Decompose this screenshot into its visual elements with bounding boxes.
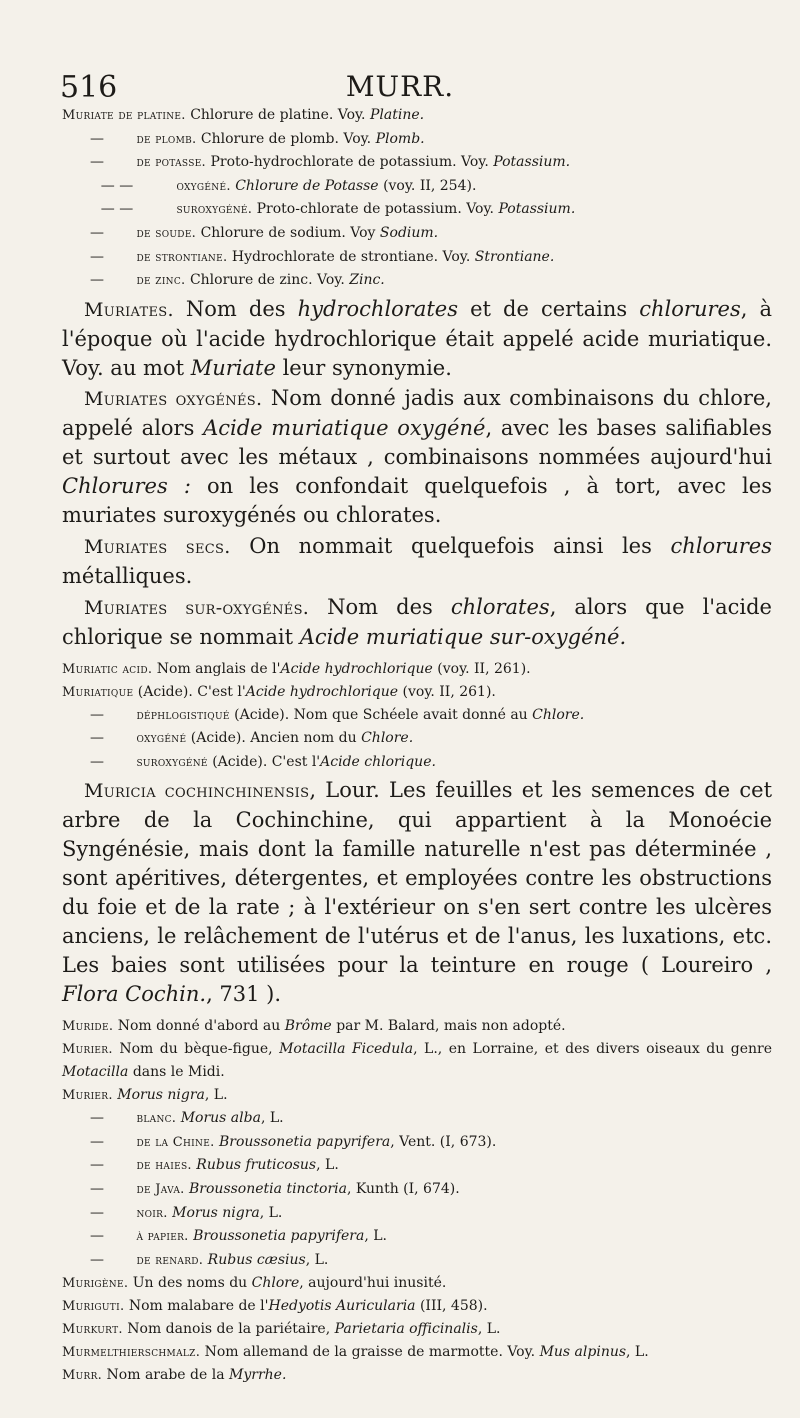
headword: Muriate de platine. bbox=[62, 108, 186, 123]
species-name: Rubus fruticosus bbox=[196, 1157, 317, 1174]
italic-term: Chlore bbox=[251, 1275, 300, 1292]
species-name: Broussonetia papyrifera bbox=[193, 1228, 365, 1245]
ditto-dash: — bbox=[90, 753, 104, 770]
italic-term: Hedyotis Auricularia bbox=[268, 1298, 416, 1315]
entry-muriate-de-potasse-oxygene bbox=[62, 175, 772, 199]
entry-muriatique-suroxygene bbox=[62, 751, 772, 775]
entry-muriguti bbox=[62, 1295, 772, 1318]
italic-term: Acide hydrochlorique bbox=[245, 683, 399, 700]
definition: Chlorure de platine. Voy. bbox=[190, 107, 366, 123]
definition: Chlorure de plomb. Voy. bbox=[200, 130, 372, 147]
definition: (Acide). C'est l' bbox=[212, 753, 321, 770]
headword: déphlogistiqué bbox=[136, 707, 230, 723]
definition-text: métalliques. bbox=[62, 563, 193, 588]
entry-murier-de-haies bbox=[62, 1154, 772, 1178]
entry-muriatic-acid bbox=[62, 658, 772, 681]
italic-term: Motacilla bbox=[62, 1063, 129, 1080]
running-head: MURR. bbox=[345, 70, 455, 103]
entry-muriate-de-potasse-suroxygene bbox=[62, 198, 772, 222]
species-name: Broussonetia tinctoria bbox=[189, 1181, 347, 1198]
definition-text: , aujourd'hui inusité. bbox=[299, 1275, 447, 1292]
ditto-dash: — bbox=[90, 224, 104, 241]
ditto-dash: — bbox=[90, 154, 104, 171]
cross-reference: Potassium. bbox=[493, 154, 571, 171]
entry-muriate-de-strontiane bbox=[62, 246, 772, 270]
entry-murmelthierschmalz bbox=[62, 1341, 772, 1364]
authority: , L. bbox=[260, 1110, 284, 1127]
ditto-dash: — bbox=[90, 1251, 104, 1268]
headword: Muride. bbox=[62, 1018, 114, 1034]
species-name: Broussonetia papyrifera bbox=[218, 1133, 391, 1150]
definition-text: , L. bbox=[626, 1344, 649, 1361]
definition: Chlorure de sodium. Voy bbox=[200, 224, 376, 241]
entry-muricia-cochinchinensis bbox=[62, 776, 772, 1008]
headword: Muriates secs. bbox=[84, 536, 231, 558]
authority: , Vent. (I, 673). bbox=[390, 1133, 497, 1150]
italic-term: Myrrhe. bbox=[229, 1367, 287, 1384]
italic-term: Acide muriatique oxygéné bbox=[203, 416, 486, 441]
entry-muride bbox=[62, 1015, 772, 1038]
headword: suroxygéné. bbox=[176, 202, 253, 218]
ditto-dash: — bbox=[90, 272, 104, 289]
ditto-dash: — bbox=[90, 248, 104, 265]
definition-text: Nom allemand de la graisse de marmotte. Voy. bbox=[204, 1344, 536, 1361]
entry-muriatique-dephlogistique bbox=[62, 704, 772, 728]
definition-text: Nom danois de la pariétaire, bbox=[127, 1321, 331, 1338]
ditto-dash: — bbox=[90, 730, 104, 747]
entry-murier-bird bbox=[62, 1038, 772, 1084]
entry-murier-blanc bbox=[62, 1107, 772, 1131]
definition: (voy. II, 254). bbox=[383, 177, 477, 194]
cross-reference: Platine. bbox=[369, 107, 425, 123]
italic-term: Acide hydrochlorique bbox=[280, 660, 433, 677]
definition: Chlorure de zinc. Voy. bbox=[189, 272, 345, 289]
species-name: Morus nigra bbox=[172, 1204, 260, 1221]
species-name: Morus alba bbox=[180, 1110, 261, 1127]
headword: de la Chine. bbox=[136, 1134, 215, 1150]
definition-text: (Acide). C'est l' bbox=[137, 683, 246, 700]
entry-murier-de-java bbox=[62, 1178, 772, 1202]
italic-term: hydrochlorates bbox=[297, 296, 459, 321]
definition-text: Nom arabe de la bbox=[106, 1367, 225, 1384]
ditto-dash: — bbox=[90, 1110, 104, 1127]
definition-text: (voy. II, 261). bbox=[402, 683, 496, 700]
headword: noir. bbox=[136, 1205, 168, 1221]
entry-muriate-de-platine bbox=[62, 104, 772, 128]
entry-muriatique-oxygene bbox=[62, 727, 772, 751]
headword: de renard. bbox=[136, 1252, 204, 1268]
headword: oxygéné bbox=[136, 731, 187, 747]
italic-term: Flora Cochin. bbox=[62, 981, 207, 1006]
ditto-dash: — bbox=[90, 1228, 104, 1245]
definition-text: Nom des bbox=[185, 296, 286, 321]
authority: , L. bbox=[204, 1086, 228, 1103]
ditto-dash: — bbox=[90, 1181, 104, 1198]
entry-muriate-de-zinc bbox=[62, 269, 772, 293]
entry-murier-noir bbox=[62, 1202, 772, 1226]
cross-reference: Strontiane. bbox=[474, 248, 555, 265]
cross-reference: Plomb. bbox=[375, 130, 425, 147]
headword: de Java. bbox=[136, 1182, 185, 1198]
definition-text: , L. bbox=[477, 1321, 501, 1338]
italic-term: Acide muriatique sur-oxygéné. bbox=[299, 624, 627, 649]
entry-muriates-secs bbox=[62, 532, 772, 591]
definition-text: , L., en Lorraine, et des divers oiseaux du genre bbox=[413, 1040, 772, 1057]
species-name: Rubus cæsius bbox=[207, 1251, 306, 1268]
definition-text: On nommait quelquefois ainsi les bbox=[249, 534, 652, 558]
page-number: 516 bbox=[60, 70, 118, 105]
italic-term: Chlorures : bbox=[62, 474, 191, 499]
definition-text: et de certains bbox=[470, 296, 628, 321]
ditto-dash: — bbox=[90, 1204, 104, 1221]
definition-text: Nom du bèque-figue, bbox=[119, 1040, 273, 1057]
entry-murier-de-la-chine bbox=[62, 1131, 772, 1155]
entry-muriate-de-soude bbox=[62, 222, 772, 246]
headword: Murier. bbox=[62, 1041, 113, 1057]
entry-murkurt bbox=[62, 1318, 772, 1341]
definition-text: Nom anglais de l' bbox=[156, 660, 281, 677]
italic-term: chlorures bbox=[639, 296, 741, 321]
headword: Muriguti. bbox=[62, 1299, 125, 1315]
italic-term: Motacilla Ficedula bbox=[279, 1040, 414, 1057]
definition-text: dans le Midi. bbox=[132, 1063, 225, 1080]
definition-text: (voy. II, 261). bbox=[437, 660, 531, 677]
headword: à papier. bbox=[136, 1229, 189, 1245]
definition-text: , à l'époque où l'acide hydrochlorique était appelé acide muriatique. Voy. au mot bbox=[62, 296, 772, 380]
definition-text: , avec les bases salifiables et surtout avec les métaux , combinaisons nommées aujourd'hui bbox=[62, 416, 772, 470]
entry-murigene bbox=[62, 1272, 772, 1295]
definition-text: , alors que l'acide chlorique se nommait bbox=[62, 594, 772, 649]
definition-text: Nom des bbox=[327, 594, 433, 619]
entry-murr bbox=[62, 1364, 772, 1387]
ditto-dash: — bbox=[90, 706, 104, 723]
italic-term: Mus alpinus bbox=[539, 1344, 627, 1361]
entry-muriates bbox=[62, 295, 772, 383]
synonym: Chlorure de Potasse bbox=[235, 177, 379, 194]
italic-term: Parietaria officinalis bbox=[334, 1321, 478, 1338]
authority: , L. bbox=[316, 1157, 339, 1174]
italic-term: chlorures bbox=[670, 534, 772, 558]
headword: de strontiane. bbox=[136, 249, 228, 265]
headword: Muricia cochinchinensis bbox=[84, 780, 310, 803]
headword: Muriates sur-oxygénés. bbox=[84, 596, 310, 619]
entry-muriate-de-potasse bbox=[62, 151, 772, 175]
ditto-dash: — — bbox=[100, 201, 134, 218]
headword: suroxygéné bbox=[136, 754, 208, 770]
authority: , Kunth (I, 674). bbox=[346, 1181, 460, 1198]
ditto-dash: — bbox=[90, 1133, 104, 1150]
authority: , L. bbox=[259, 1204, 283, 1221]
ditto-dash: — bbox=[90, 1157, 104, 1174]
ditto-dash: — — bbox=[100, 177, 134, 194]
italic-term: Brôme bbox=[284, 1017, 332, 1034]
headword: blanc. bbox=[136, 1111, 177, 1127]
page-content bbox=[62, 104, 772, 1387]
cross-reference: Potassium. bbox=[498, 201, 576, 218]
entry-murier-de-renard bbox=[62, 1249, 772, 1273]
headword: oxygéné. bbox=[176, 178, 231, 194]
headword: de plomb. bbox=[136, 131, 197, 147]
definition-text: on les confondait quelquefois , à tort, avec les muriates suroxygénés ou chlorates. bbox=[62, 474, 772, 528]
definition: (Acide). Nom que Schéele avait donné au bbox=[234, 706, 528, 723]
definition-text: leur synonymie. bbox=[282, 355, 452, 380]
entry-muriate-de-plomb bbox=[62, 128, 772, 152]
headword: Murmelthierschmalz. bbox=[62, 1345, 201, 1361]
italic-term: chlorates bbox=[450, 594, 550, 619]
headword: Murier. bbox=[62, 1087, 113, 1103]
headword: Muriates oxygénés. bbox=[84, 388, 263, 411]
entry-murier-a-papier bbox=[62, 1225, 772, 1249]
headword: de soude. bbox=[136, 225, 197, 241]
ditto-dash: — bbox=[90, 130, 104, 147]
definition-text: , 731 ). bbox=[206, 981, 282, 1006]
headword: de potasse. bbox=[136, 155, 206, 171]
headword: Murkurt. bbox=[62, 1322, 123, 1338]
headword: Muriatic acid. bbox=[62, 661, 153, 677]
cross-reference: Sodium. bbox=[379, 224, 439, 241]
definition-text: par M. Balard, mais non adopté. bbox=[336, 1017, 566, 1034]
italic-term: Chlore. bbox=[532, 706, 585, 723]
definition: Hydrochlorate de strontiane. Voy. bbox=[231, 248, 471, 265]
entry-murier-tree bbox=[62, 1084, 772, 1108]
definition-text: , Lour. Les feuilles et les semences de cet arbre de la Cochinchine, qui appartient à la Monoécie Syngénésie, mais dont la famille naturelle n'est pas déterminée , sont apéritives, détergentes, et employées contre les obstructions du foie et de la rate ; à l'extérieur on s'en sert contre les ulcères anciens, le relâchement de l'utérus et de l'anus, les luxations, etc. Les baies sont utilisées pour la teinture en rouge ( Loureiro , bbox=[62, 778, 773, 977]
species-name: Morus nigra bbox=[117, 1086, 205, 1103]
italic-term: Acide chlorique. bbox=[320, 753, 436, 770]
definition: Proto-chlorate de potassium. Voy. bbox=[256, 201, 494, 218]
authority: , L. bbox=[305, 1251, 329, 1268]
entry-muriates-sur-oxygenes bbox=[62, 593, 772, 652]
definition-text: (III, 458). bbox=[419, 1298, 488, 1315]
italic-term: Muriate bbox=[190, 355, 276, 380]
definition: Proto-hydrochlorate de potassium. Voy. bbox=[210, 154, 489, 171]
headword: de haies. bbox=[136, 1158, 192, 1174]
headword: Muriates. bbox=[84, 298, 174, 321]
authority: , L. bbox=[364, 1228, 387, 1245]
definition-text: Nom malabare de l' bbox=[128, 1298, 269, 1315]
definition-text: Nom donné d'abord au bbox=[117, 1017, 281, 1034]
definition-text: Nom donné jadis aux combinaisons du chlore, appelé alors bbox=[62, 386, 772, 441]
italic-term: Chlore. bbox=[361, 730, 414, 747]
entry-muriatique bbox=[62, 681, 772, 704]
entry-muriates-oxygenes bbox=[62, 384, 772, 530]
headword: Murr. bbox=[62, 1368, 103, 1384]
cross-reference: Zinc. bbox=[349, 272, 385, 289]
headword: Muriatique bbox=[62, 684, 134, 700]
definition: (Acide). Ancien nom du bbox=[190, 730, 357, 747]
headword: Murigène. bbox=[62, 1276, 129, 1292]
headword: de zinc. bbox=[136, 273, 186, 289]
definition-text: Un des noms du bbox=[132, 1275, 248, 1292]
